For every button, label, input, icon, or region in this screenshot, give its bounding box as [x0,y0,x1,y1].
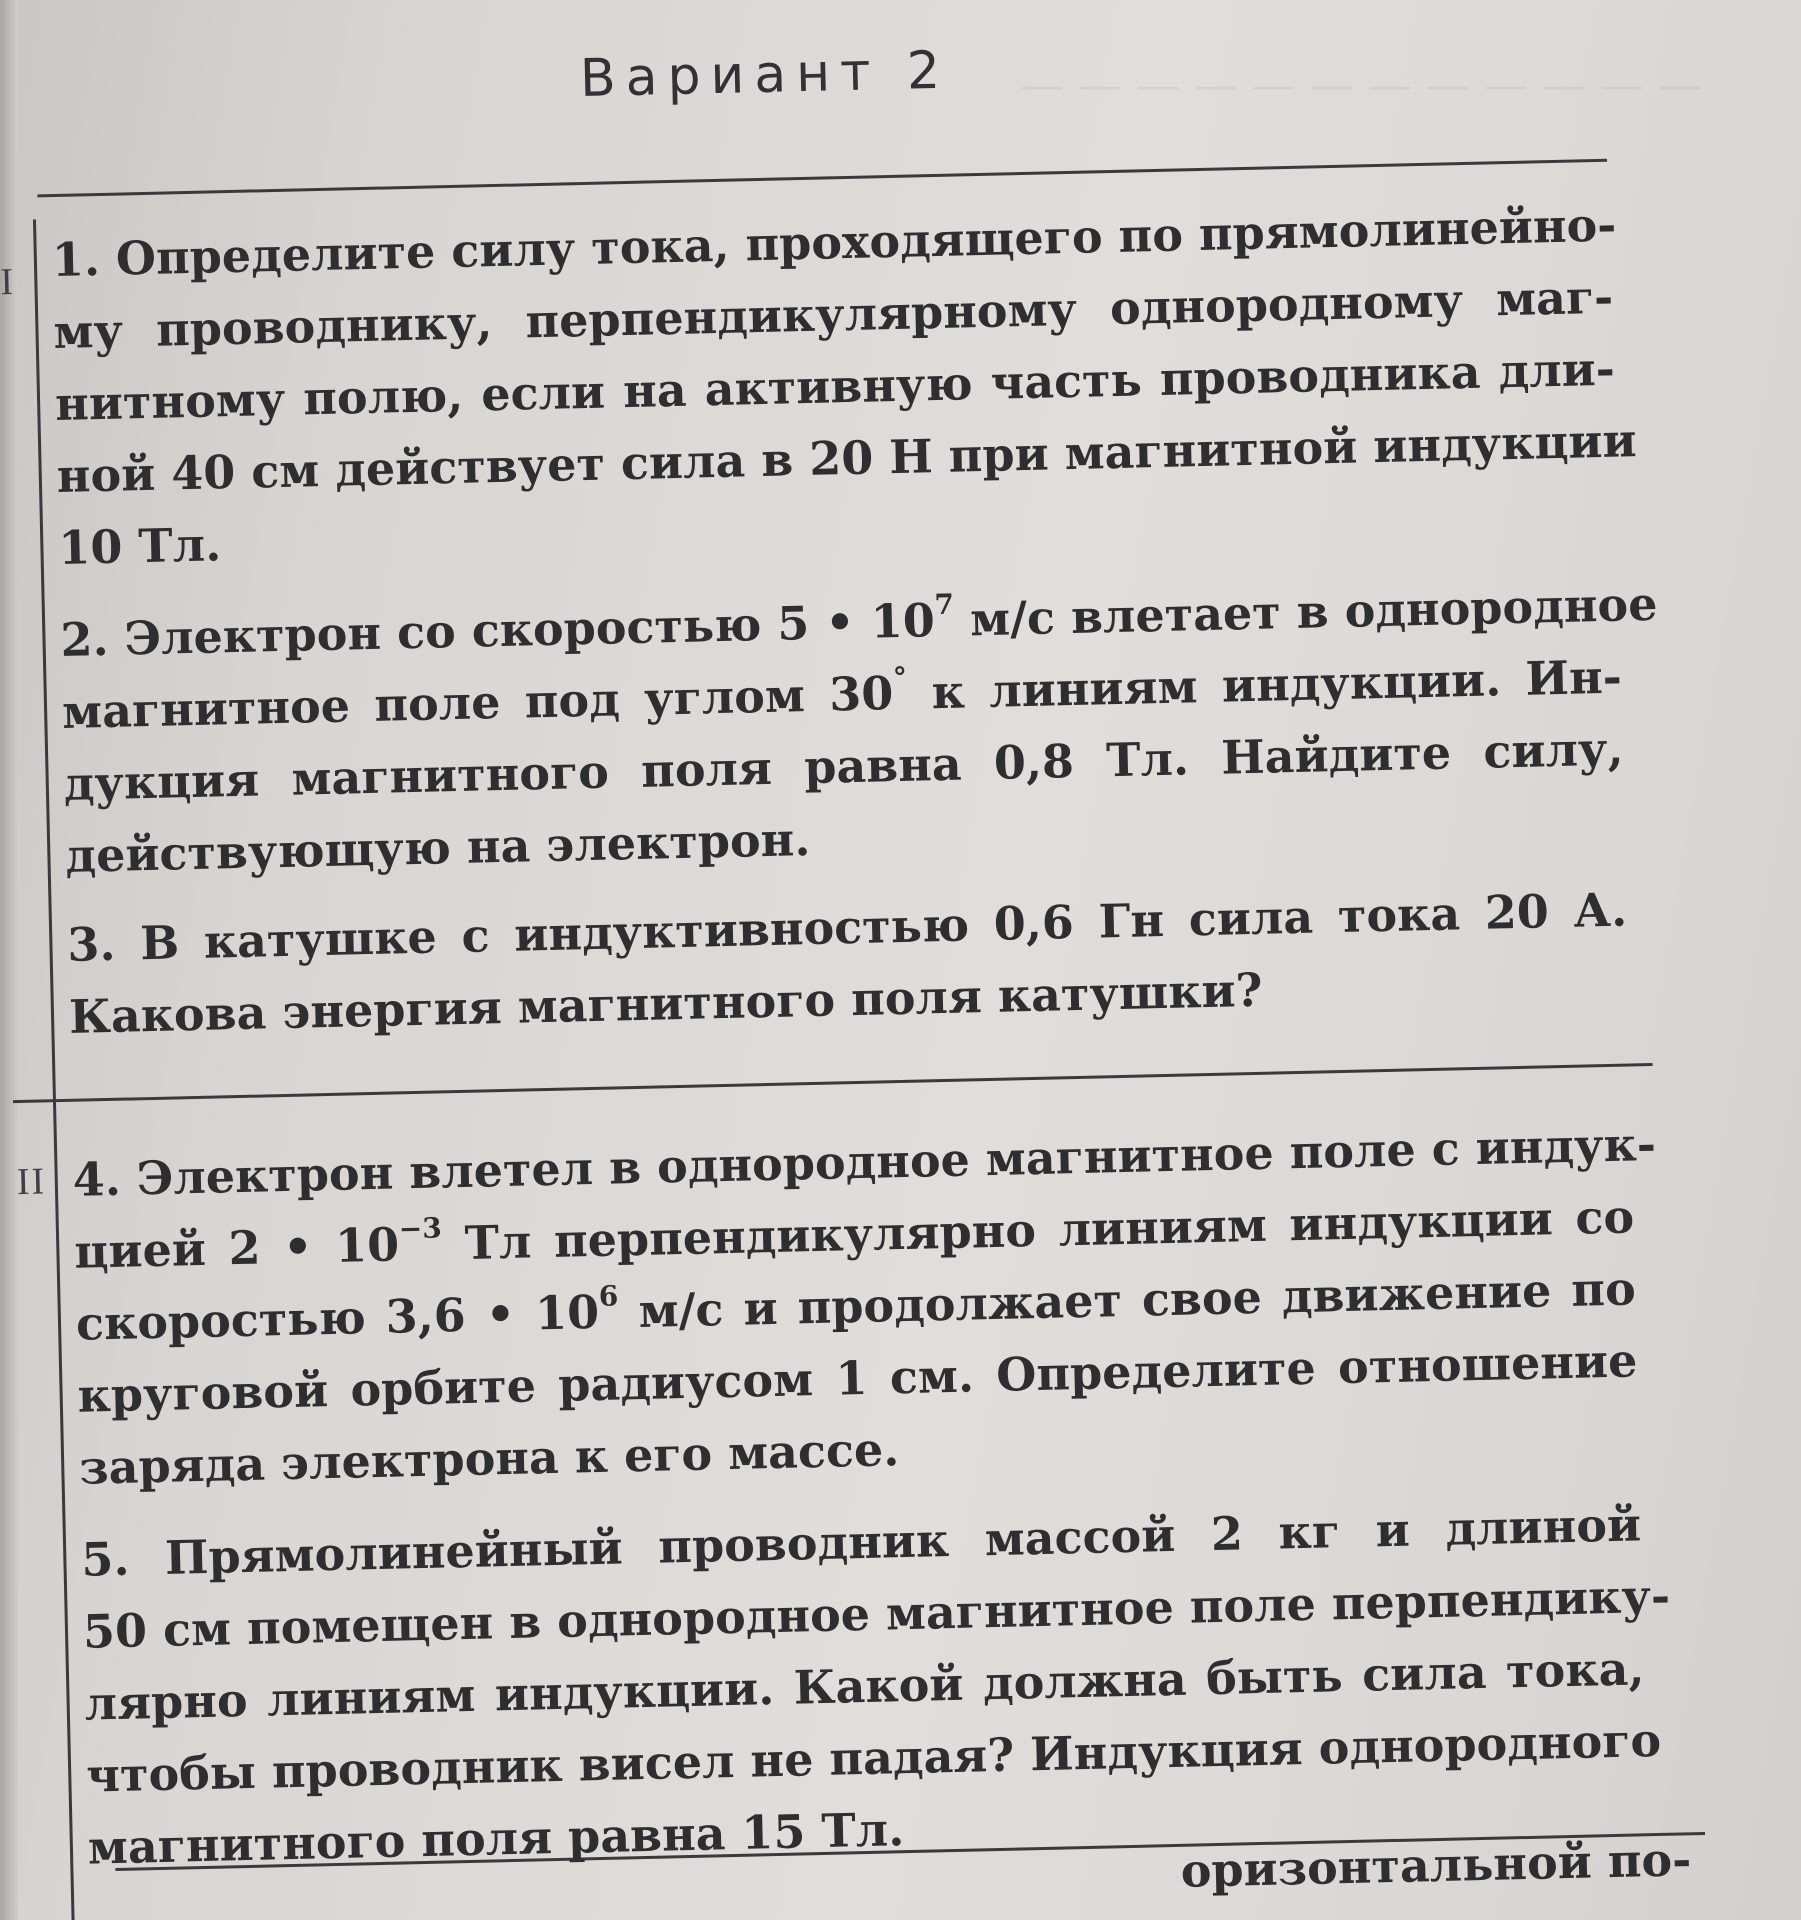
degree-sign: ° [892,660,908,695]
problem-1-line-1: 1. Определите силу тока, проходящего по прямолинейно- [51,197,1617,288]
problem-5-line-1: 5. Прямолинейный проводник массой 2 кг и длиной [80,1497,1642,1587]
problem-2 [59,569,1658,892]
problem-2-line-2-text-end: к линиям индукции. Ин- [906,649,1623,720]
problem-3-line-2: Какова энергия магнитного поля катушки? [68,962,1264,1044]
problem-4-line-1: 4. Электрон влетел в однородное магнитное поле с индук- [72,1116,1657,1207]
problem-4-line-3-text-end: м/с и продолжает свое движение по [618,1261,1637,1339]
top-rule [37,159,1607,198]
section-mark-1: I [0,260,16,304]
section-mark-2: II [16,1160,47,1204]
problem-1 [51,189,1638,584]
exponent: 6 [598,1279,619,1313]
bleed-through-text: — — — — — — — — — — — — [1020,60,1702,111]
section-divider [13,1063,1653,1103]
problem-2-line-3: дукция магнитного поля равна 0,8 Тл. Найдите силу, [63,721,1625,811]
problem-3-line-1: 3. В катушке с индуктивностью 0,6 Гн сила тока 20 А. [66,882,1628,972]
problem-1-line-4: ной 40 см действует сила в 20 Н при магнитной индукции [56,413,1638,503]
problem-4-line-3-text: скоростью 3,6 • 10 [75,1284,600,1351]
problem-5-line-4: чтобы проводник висел не падая? Индукция однородного [85,1712,1662,1803]
problem-4-line-4: круговой орбите радиусом 1 см. Определите отношение [77,1333,1638,1423]
problem-1-line-3: нитному полю, если на активную часть проводника дли- [54,341,1616,432]
problem-5-line-2: 50 см помещен в однородное магнитное поле перпендику- [82,1568,1671,1659]
problem-2-line-1-text: 2. Электрон со скоростью 5 • 10 [59,593,936,667]
problem-4-line-5: заряда электрона к его массе. [78,1422,900,1495]
problem-2-line-2-text: магнитное поле под углом 30 [61,666,894,739]
problem-5-line-5: магнитного поля равна 15 Тл. [87,1802,905,1875]
problem-4-line-2-text: цией 2 • 10 [73,1217,400,1279]
problem-5-line-3: лярно линиям индукции. Какой должна быть сила тока, [84,1641,1645,1731]
problem-3 [67,874,1630,1053]
page-title: Вариант 2 [579,40,951,110]
exponent: 7 [933,587,955,622]
problem-2-line-4: действующую на электрон. [64,812,811,883]
cut-off-text: оризонтальной по- [1180,1832,1692,1898]
problem-2-line-1-text-end: м/с влетает в однородное [953,576,1658,647]
problem-4-line-2-text-end: Тл перпендикулярно линиям индукции со [441,1189,1635,1271]
problem-1-line-5: 10 Тл. [57,517,222,575]
problem-5 [80,1488,1671,1883]
exponent: −3 [398,1211,443,1246]
problem-1-line-2: му проводнику, перпендикулярному однородному маг- [52,269,1614,360]
problem-4 [72,1108,1657,1503]
